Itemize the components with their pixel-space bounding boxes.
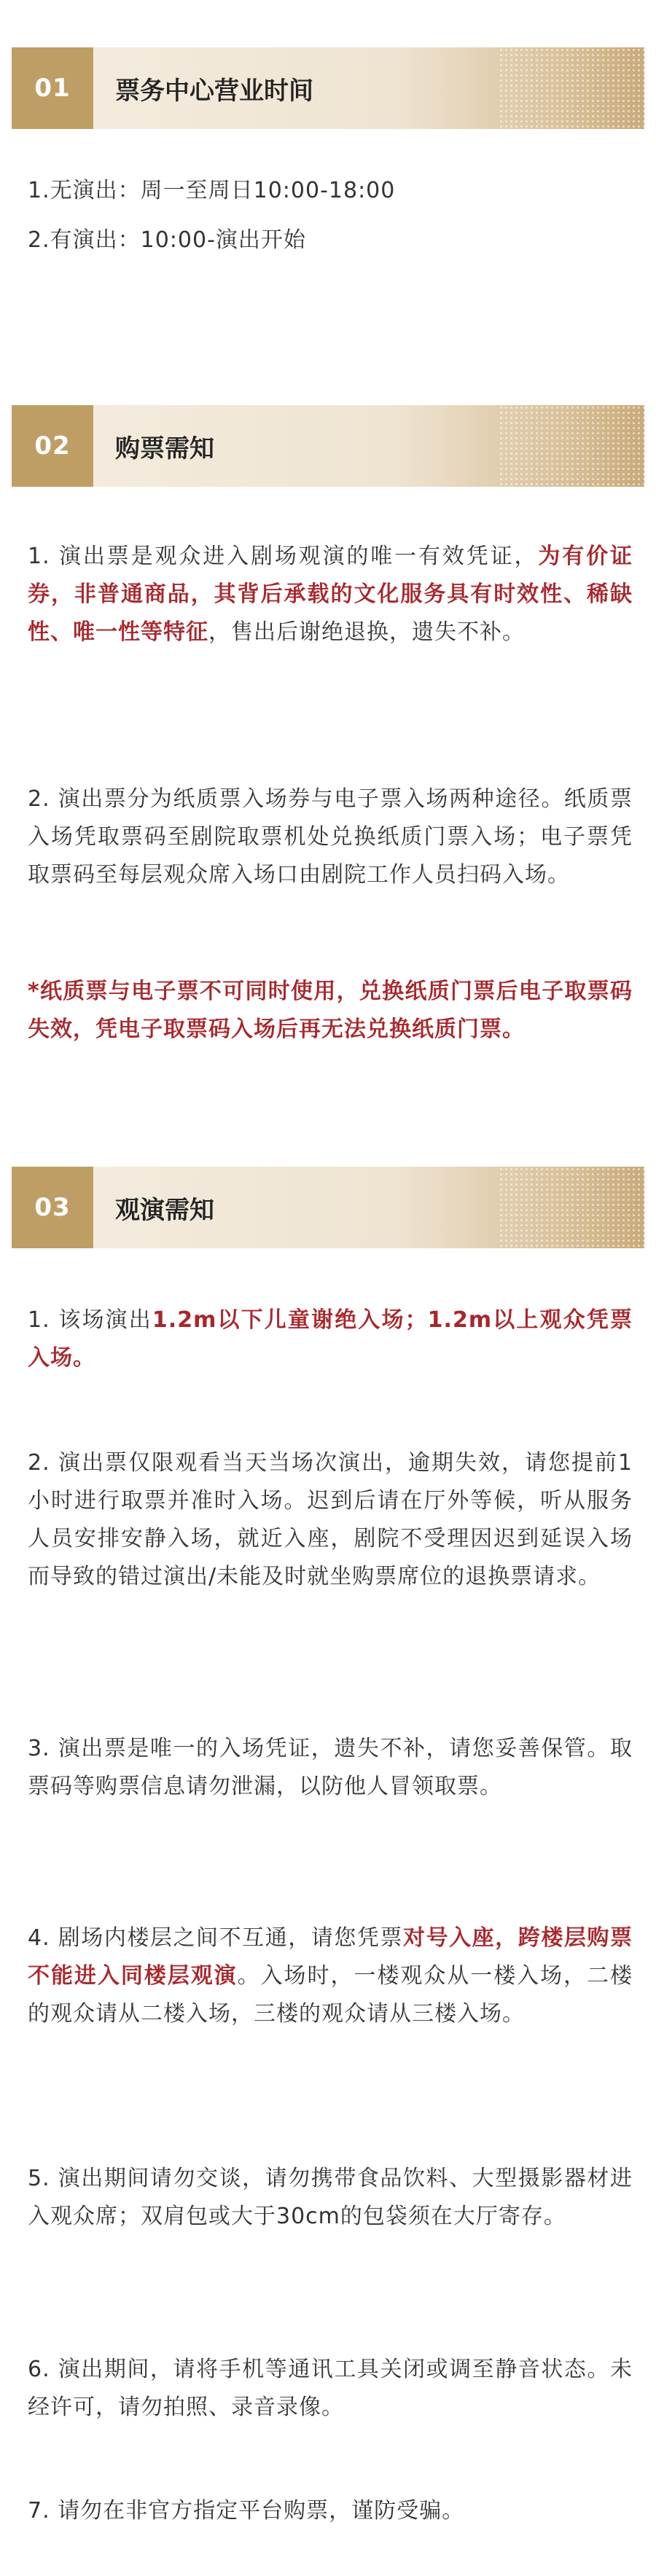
viewing-notice-1 [28,1301,633,1377]
section-header-business-hours [12,47,644,129]
section-number: 01 [12,47,93,129]
text-normal: ，售出后谢绝退换，遗失不补。 [208,619,525,645]
text-highlight: 对号入座，跨楼层购票不能进入同楼层观演 [28,1925,633,1989]
hours-no-show: 1.无演出：周一至周日10:00-18:00 [28,178,396,203]
section-header-purchase-notice [12,405,644,487]
section-title: 观演需知 [115,1195,214,1225]
section-title: 购票需知 [115,434,214,463]
section-number: 03 [12,1167,93,1248]
hours-with-show: 2.有演出：10:00-演出开始 [28,227,306,253]
viewing-notice-5: 5. 演出期间请勿交谈，请勿携带食品饮料、大型摄影器材进入观众席；双肩包或大于30cm的包袋须在大厅寄存。 [28,2166,633,2229]
text-normal: 4. 剧场内楼层之间不互通，请您凭票 [28,1925,404,1951]
viewing-notice-7: 7. 请勿在非官方指定平台购票，谨防受骗。 [28,2498,465,2524]
viewing-notice-3: 3. 演出票是唯一的入场凭证，遗失不补，请您妥善保管。取票码等购票信息请勿泄漏，以防他人冒领取票。 [28,1736,633,1799]
viewing-notice-4 [28,1919,633,2033]
viewing-notice-6: 6. 演出期间，请将手机等通讯工具关闭或调至静音状态。未经许可，请勿拍照、录音录像。 [28,2357,633,2420]
viewing-notice-2: 2. 演出票仅限观看当天当场次演出，逾期失效，请您提前1小时进行取票并准时入场。迟到后请在厅外等候，听从服务人员安排安静入场，就近入座，剧院不受理因迟到延误入场而导致的错过演出/未能及时就坐购票席位的退换票请求。 [28,1450,633,1589]
purchase-notice-2-warning: *纸质票与电子票不可同时使用，兑换纸质门票后电子取票码失效，凭电子取票码入场后再无法兑换纸质门票。 [28,979,633,1042]
section-title-box [93,47,644,129]
text-highlight: 为有价证券，非普通商品，其背后承载的文化服务具有时效性、稀缺性、唯一性等特征 [28,544,633,645]
purchase-notice-1 [28,538,633,651]
text-normal: 1. 该场演出 [28,1307,152,1333]
text-normal: 1. 演出票是观众进入剧场观演的唯一有效凭证， [28,544,539,569]
section-title: 票务中心营业时间 [115,76,313,106]
section-title-box [93,1167,644,1248]
section-header-viewing-notice [12,1167,644,1248]
section-title-box [93,405,644,487]
text-normal: 。入场时，一楼观众从一楼入场，二楼的观众请从二楼入场，三楼的观众请从三楼入场。 [28,1963,633,2027]
text-highlight: 1.2m以下儿童谢绝入场；1.2m以上观众凭票入场。 [28,1307,633,1371]
section-number: 02 [12,405,93,487]
purchase-notice-2: 2. 演出票分为纸质票入场券与电子票入场两种途径。纸质票入场凭取票码至剧院取票机处兑换纸质门票入场；电子票凭取票码至每层观众席入场口由剧院工作人员扫码入场。 [28,786,633,888]
